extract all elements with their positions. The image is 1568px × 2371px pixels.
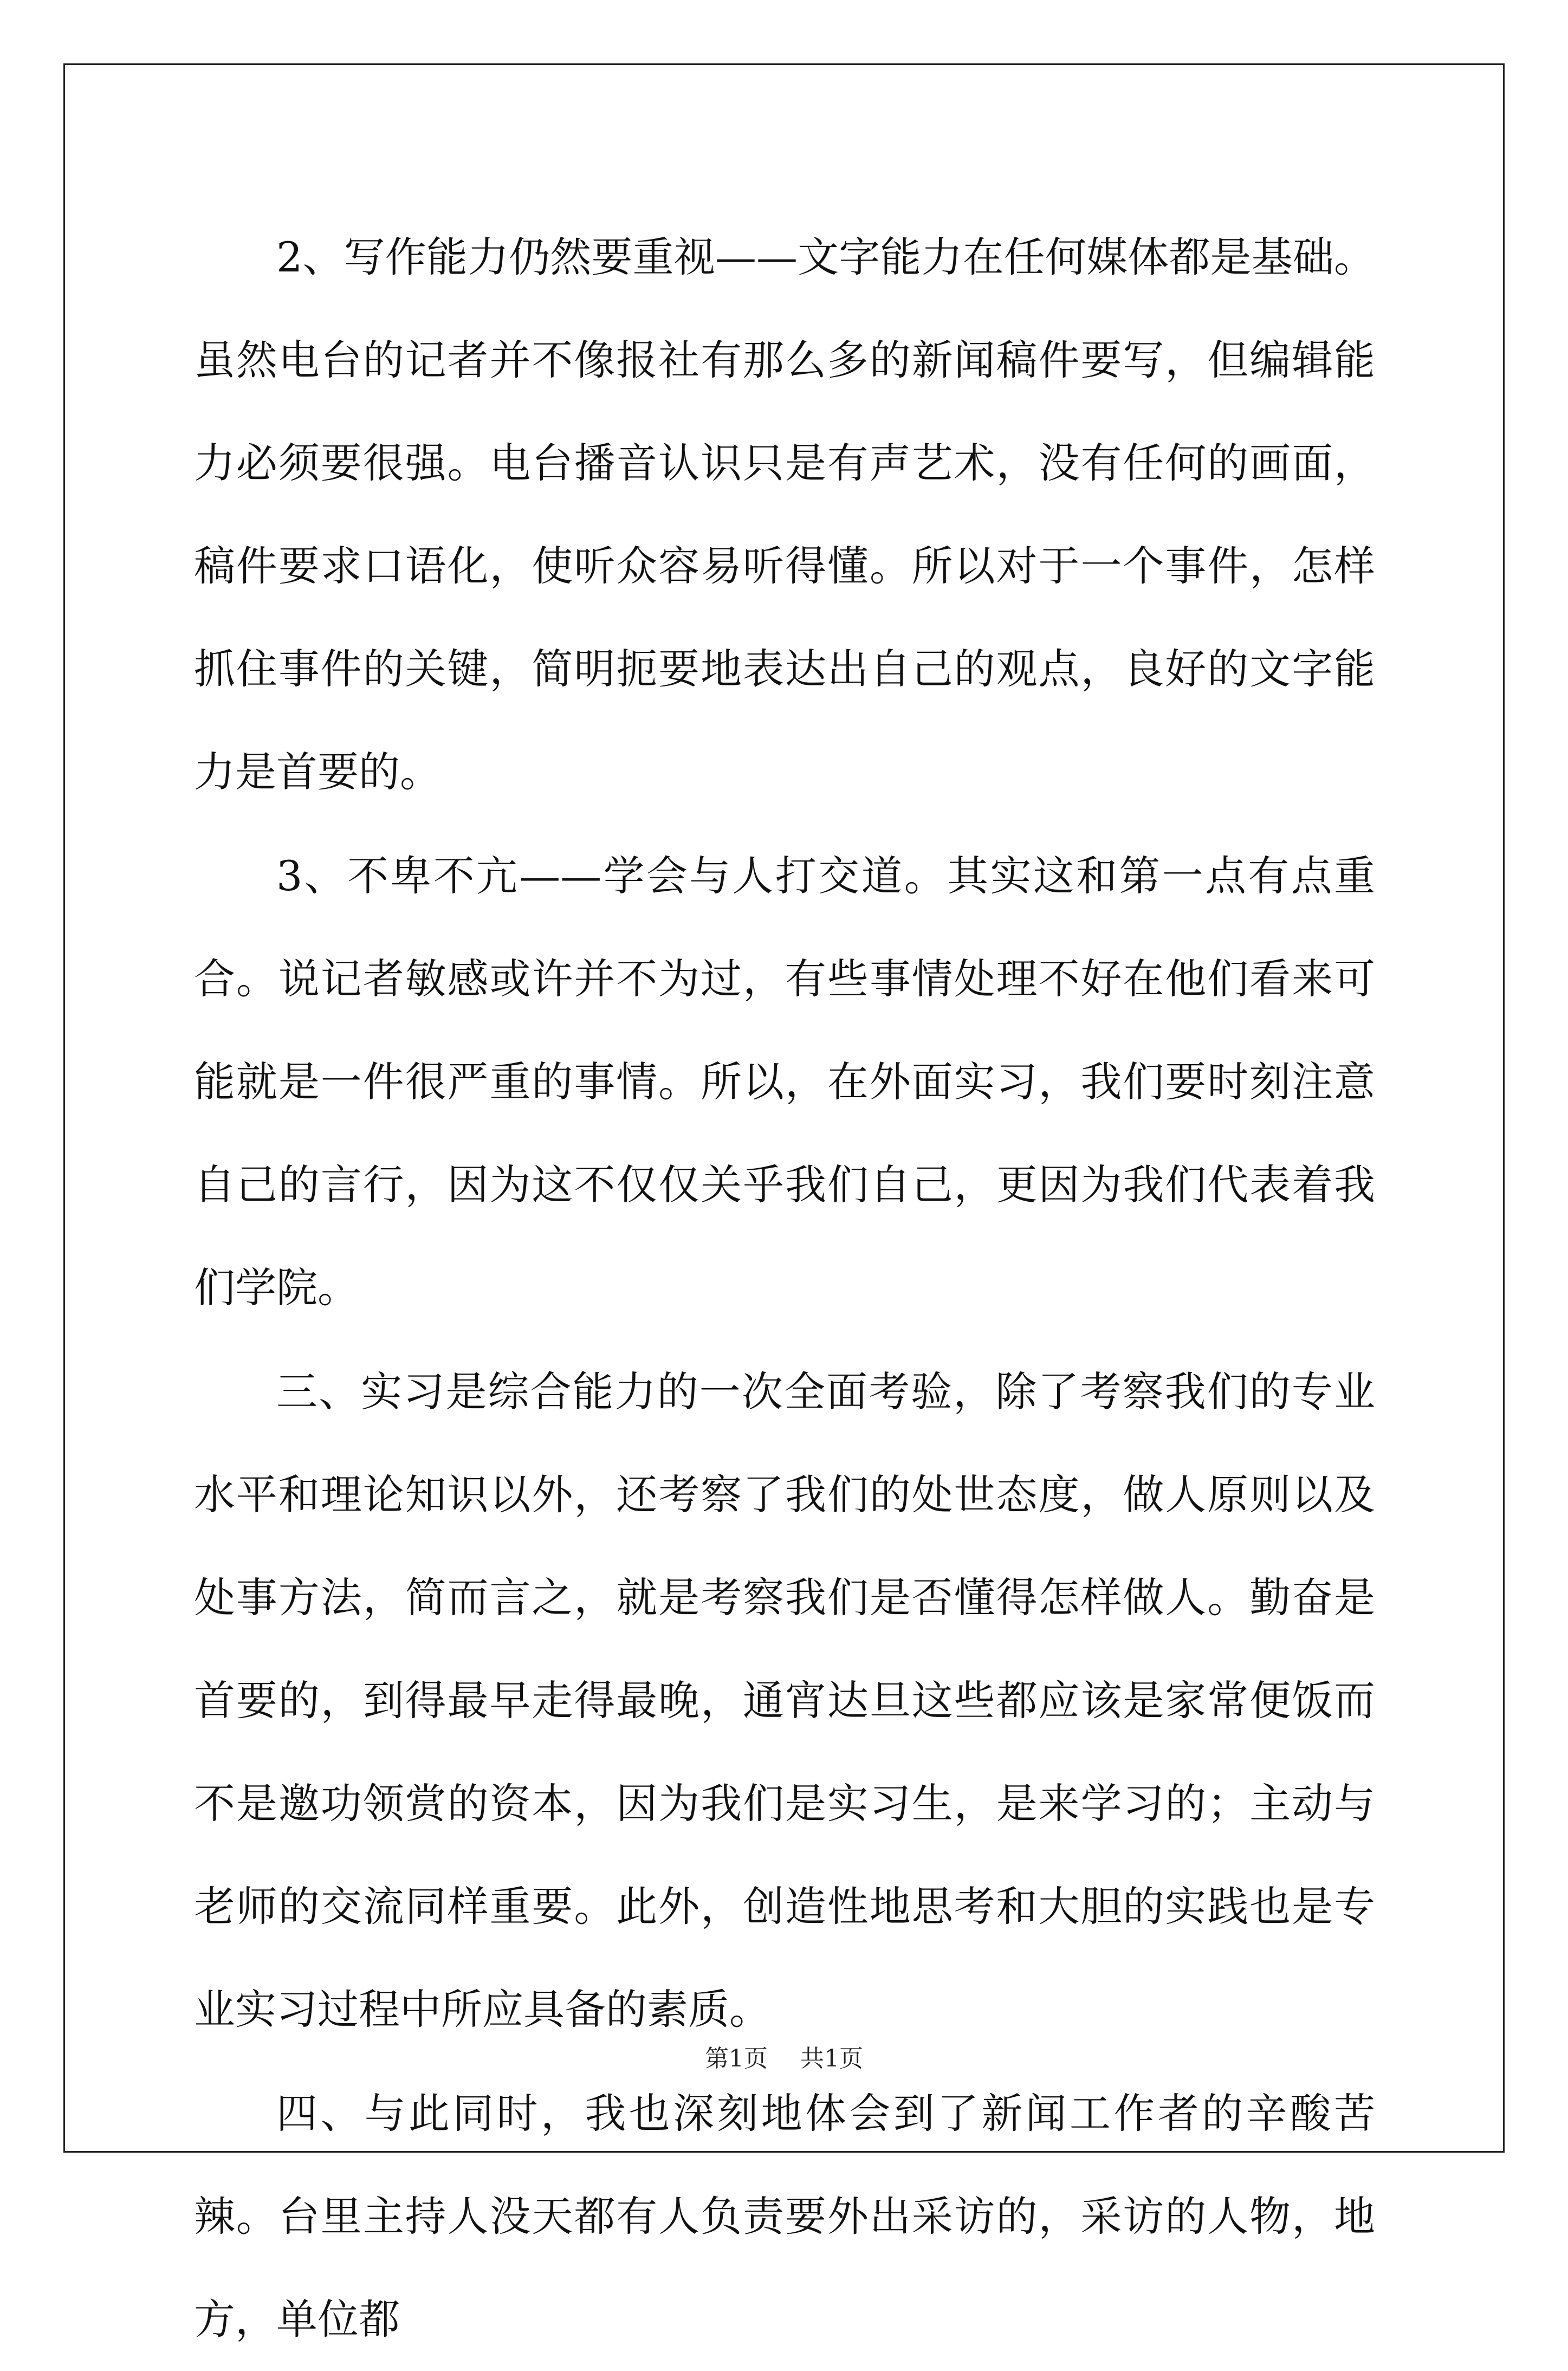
paragraph-comprehensive-test: 三、实习是综合能力的一次全面考验，除了考察我们的专业水平和理论知识以外，还考察了我们的处世态度，做人原则以及处事方法，简而言之，就是考察我们是否懂得怎样做人。勤奋是首要的，到得最早走得最晚，通宵达旦这些都应该是家常便饭而不是邀功领赏的资本，因为我们是实习生，是来学习的；主动与老师的交流同样重要。此外，创造性地思考和大胆的实践也是专业实习过程中所应具备的素质。 <box>194 1368 1375 2033</box>
paragraph-social-skills: 3、不卑不亢——学会与人打交道。其实这和第一点有点重合。说记者敏感或许并不为过，有些事情处理不好在他们看来可能就是一件很严重的事情。所以，在外面实习，我们要时刻注意自己的言行，因为这不仅仅关乎我们自己，更因为我们代表着我们学院。 <box>194 852 1375 1312</box>
page-number: 第1页 <box>705 2045 768 2072</box>
page-footer <box>0 2043 1568 2075</box>
paragraph-journalist-hardship: 四、与此同时，我也深刻地体会到了新闻工作者的辛酸苦辣。台里主持人没天都有人负责要外出采访的，采访的人物，地方，单位都 <box>194 2089 1375 2343</box>
page-total: 共1页 <box>800 2045 863 2072</box>
paragraph-writing-ability: 2、写作能力仍然要重视——文字能力在任何媒体都是基础。虽然电台的记者并不像报社有那么多的新闻稿件要写，但编辑能力必须要很强。电台播音认识只是有声艺术，没有任何的画面，稿件要求口语化，使听众容易听得懂。所以对于一个事件，怎样抓住事件的关键，简明扼要地表达出自己的观点，良好的文字能力是首要的。 <box>194 233 1375 796</box>
